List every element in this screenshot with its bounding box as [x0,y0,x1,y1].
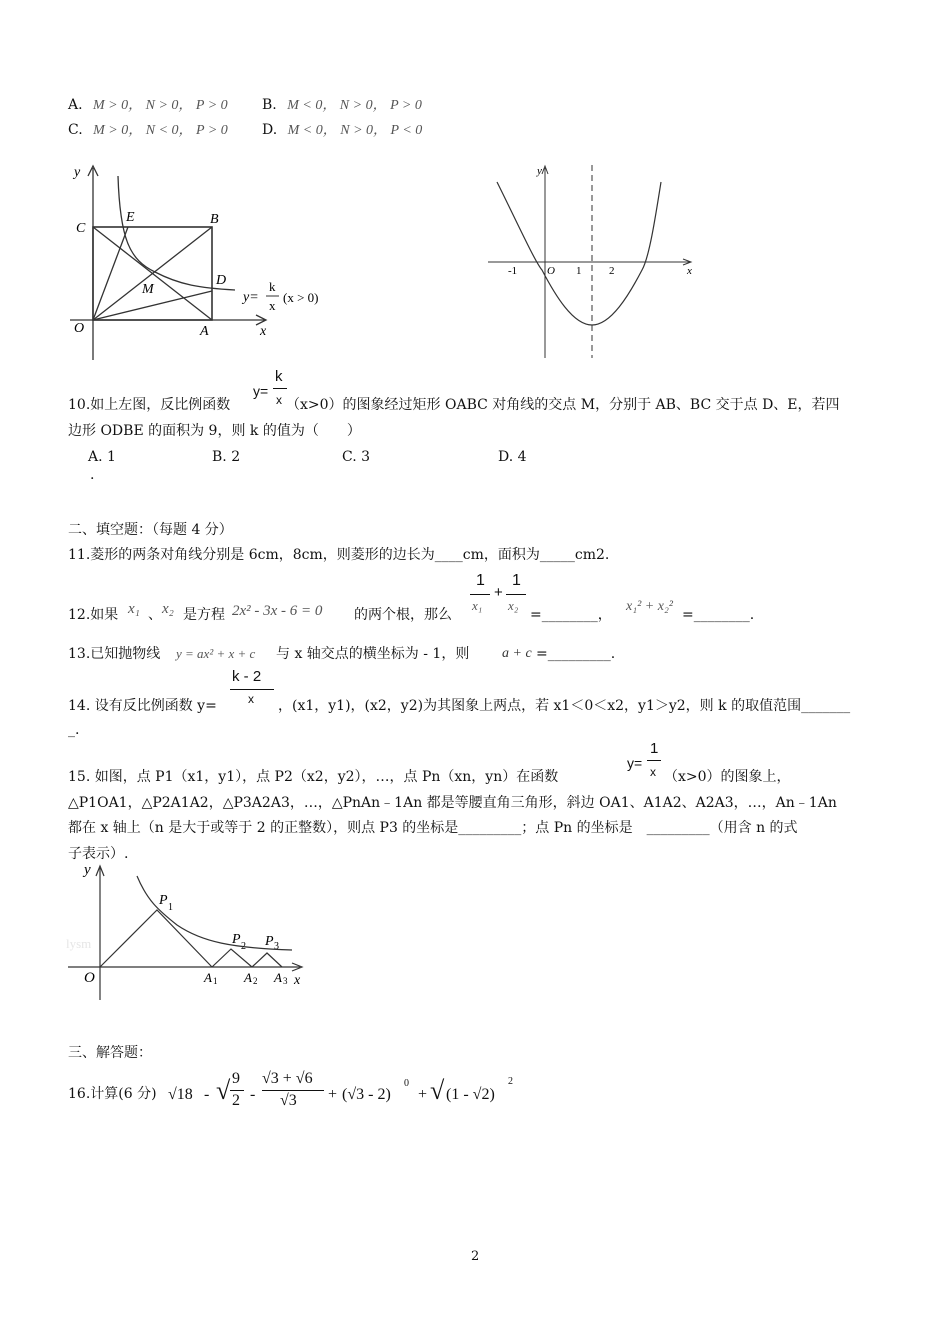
term-square: (1 - √2) [446,1086,495,1103]
q12-mid: 是方程 [183,607,225,623]
tick-label-neg1: -1 [508,265,518,277]
point-label-a: A [200,324,209,339]
function-condition: (x > 0) [283,290,319,305]
q10-option-a: A. 1 [88,449,116,465]
q10-prefix: 10.如上左图，反比例函数 [68,397,231,413]
q9-option-b [262,96,422,115]
q12-x2 [162,600,174,618]
origin-label: O [547,265,555,277]
axis-label-x: x [687,265,692,277]
minus-sign: - [250,1086,256,1103]
option-letter: D. [262,122,278,138]
q16-prefix: 16.计算(6 分) [68,1086,157,1102]
q15-line2: △P1OA1，△P2A1A2，△P3A2A3，…，△PnAn﹣1An 都是等腰直角三角形，斜边 OA1、A1A2、A2A3，…，An﹣1An [68,795,837,811]
fraction-bar [230,1090,244,1091]
q9-option-a [68,96,228,115]
fraction-bar [273,388,287,389]
q12-after: 的两个根，那么 [354,607,452,623]
q10-line1 [68,396,230,414]
q14-prefix: 14. 设有反比例函数 y= [68,698,217,714]
parabola-figure [485,160,700,360]
fraction-numerator: 1 [476,572,485,589]
q16-expression [168,1068,528,1128]
plus-sign: + [328,1086,338,1103]
point-label-b: B [210,212,219,227]
q12-prefix: 12.如果 [68,607,119,623]
q12-equation: 2x² - 3x - 6 = 0 [232,603,323,619]
point-label-p3: P [265,934,274,949]
q14-rest: ，(x1，y1)，(x2，y2)为其图象上两点，若 x1＜0＜x2，y1＞y2，则 k 的取值范围_______ [278,698,851,714]
fraction-denominator: √3 [280,1092,297,1109]
fraction-denominator: x [248,692,254,706]
q10-option-d: D. 4 [498,449,527,465]
option-letter: B. [262,97,277,113]
fraction-numerator: √3 + √6 [262,1070,313,1087]
point-label-a2: A [244,970,252,985]
point-label-a3-subscript: 3 [283,976,288,986]
fraction-bar [647,760,661,761]
var-x2: x₂ [162,601,174,617]
option-letter: A. [68,97,83,113]
q15-rest: （x>0）的图象上， [664,769,791,785]
term-sqrt18: √18 [168,1086,193,1103]
function-denominator: x [276,393,282,407]
point-label-m: M [142,282,154,297]
q10-rest: （x>0）的图象经过矩形 OABC 对角线的交点 M，分别于 AB、BC 交于点 D、E，若四 [286,397,840,413]
origin-label: O [84,970,95,986]
point-label-a3: A [274,970,282,985]
q9-option-c [68,121,228,140]
tick-label-2: 2 [609,265,615,277]
q15-prefix: 15. 如图，点 P1（x1，y1），点 P2（x2，y2），…，点 Pn（xn，yn）在函数 [68,769,559,785]
fraction-denominator: x₁ [472,598,483,613]
q10-option-c: C. 3 [342,449,371,465]
q12-x1 [128,600,140,618]
term-power-zero: (√3 - 2) [342,1086,391,1103]
point-label-a1: A [204,970,212,985]
axis-label-x: x [260,324,267,339]
watermark: lysm [66,936,92,951]
option-expr: M > 0， N < 0， P > 0 [93,123,228,138]
q15-line3: 都在 x 轴上（n 是大于或等于 2 的正整数），则点 P3 的坐标是_________；点 Pn 的坐标是 _________（用含 n 的式 [68,820,798,836]
q14-line2: _. [68,722,80,738]
option-expr: M < 0， N > 0， P > 0 [287,98,422,113]
exponent: 0 [404,1078,409,1089]
function-label-x: x [269,298,276,313]
fraction-bar [470,594,490,595]
triangle-p2 [212,949,252,967]
axis-label-x: x [294,973,301,988]
point-label-p1: P [159,893,168,908]
q11: 11.菱形的两条对角线分别是 6cm，8cm，则菱形的边长为____cm，面积为_____cm2. [68,547,610,563]
point-label-c: C [76,221,86,236]
q13-prefix: 13.已知抛物线 [68,646,161,662]
q13-a-plus-c: a + c [502,646,532,661]
point-label-a2-subscript: 2 [253,976,258,986]
radical-sign: √ [430,1076,445,1105]
exponent: 2 [508,1076,513,1087]
function-label-k: k [269,279,276,294]
fraction-bar [230,689,274,690]
point-label-o: O [74,321,85,336]
q14-fraction [230,668,278,712]
q15-line4: 子表示）. [68,846,129,862]
fraction-denominator: 2 [232,1092,240,1109]
axis-label-y: y [74,165,81,180]
q12-separator: 、 [148,607,162,623]
function-y: y= [627,755,643,771]
point-label-a1-subscript: 1 [213,976,218,986]
isosceles-triangles-figure [62,860,312,1005]
q12-sum-of-squares: x₁² + x₂² [626,599,674,614]
q13-parabola: y = ax² + x + c [176,646,256,661]
option-expr: M < 0， N > 0， P < 0 [287,123,423,138]
axis-label-y: y [84,862,91,878]
q10-option-b: B. 2 [212,449,241,465]
function-denominator: x [650,765,656,779]
option-expr: M > 0， N > 0， P > 0 [93,98,228,113]
point-label-p2-subscript: 2 [241,941,246,952]
section-3-heading: 三、解答题： [68,1045,152,1061]
point-label-d: D [216,273,227,288]
minus-sign: - [204,1086,210,1103]
q13-blank: =_________. [536,646,616,662]
function-y: y= [253,383,269,399]
triangle-p3 [252,953,282,967]
fraction-bar [506,594,526,595]
point-label-p3-subscript: 3 [274,941,279,952]
point-label-p2: P [232,932,241,947]
section-2-heading: 二、填空题：（每题 4 分） [68,522,233,538]
plus-sign: + [494,584,503,601]
function-label-y: y= [243,290,259,305]
q12-reciprocal-sum [470,572,530,622]
tick-label-1: 1 [576,265,582,277]
fraction-numerator: 1 [512,572,521,589]
plus-sign: + [418,1086,428,1103]
fraction-numerator: k - 2 [232,668,262,685]
radical-sign: √ [216,1076,231,1105]
var-x1: x₁ [128,601,140,617]
point-label-e: E [126,210,135,225]
triangle-p1 [100,910,212,967]
q12-blank-1: =________， [530,607,612,623]
fraction-numerator: 9 [232,1070,240,1087]
option-letter: C. [68,122,83,138]
stray-dot: . [90,467,95,483]
rectangle-hyperbola-figure [60,160,350,365]
function-numerator: k [275,368,283,385]
q10-line2: 边形 ODBE 的面积为 9，则 k 的值为（ ） [68,423,361,439]
q9-option-d [262,121,422,140]
page-number: 2 [471,1249,480,1264]
axis-label-y: y [537,165,542,177]
q12-blank-2: =________. [682,607,755,623]
fraction-bar [262,1090,324,1091]
point-label-p1-subscript: 1 [168,902,173,913]
parabola-curve [497,182,661,325]
function-numerator: 1 [650,740,659,757]
q15-function [627,740,667,784]
q13-mid: 与 x 轴交点的横坐标为 - 1，则 [276,646,470,662]
fraction-denominator: x₂ [508,598,519,613]
